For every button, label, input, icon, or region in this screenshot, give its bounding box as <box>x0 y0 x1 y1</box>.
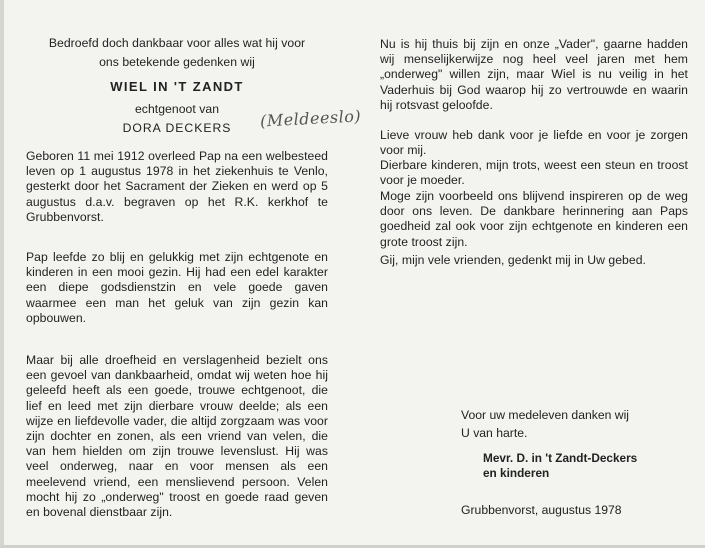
deceased-name: WIEL IN 'T ZANDT <box>110 79 244 94</box>
paragraph-to-wife: Lieve vrouw heb dank voor je liefde en voor je zorgen voor mij. <box>380 128 688 158</box>
paragraph-birth-death: Geboren 11 mei 1912 overleed Pap na een welbesteed leven op 1 augustus 1978 in het ziekenhuis te Venlo, gesterkt door het Sacrament der Zieken en werd op 5 augustus d.a.v. begraven op het R.K. kerkhof te Grubbenvorst. <box>26 149 328 224</box>
thanks-line-2: U van harte. <box>461 426 528 440</box>
spouse-of-label: echtgenoot van <box>134 102 220 116</box>
paragraph-home-with-father: Nu is hij thuis bij zijn en onze „Vader", gaarne hadden wij menselijkerwijze nog heel veel jaren met hem „onderweg" willen zijn, maar Wiel is nu veilig in het Vaderhuis bij God waarop hij zo vertrouwde en waarin hij rotsvast geloofde. <box>380 37 688 112</box>
thanks-block <box>461 406 697 442</box>
thanks-line-1: Voor uw medeleven danken wij <box>461 408 630 422</box>
paragraph-gratitude: Maar bij alle droefheid en verslagenheid bezielt ons een gevoel van dankbaarheid, omdat wij weten hoe hij geleefd heeft als een goede, trouwe echtgenoot, die lief en leed met zijn dierbare vrouw deelde; als een wijze en liefdevolle vader, die altijd zorgzaam was voor zijn dochter en zonen, als een vriend van velen, die van hem hielden om zijn trouwe levenslust. Hij was veel onderweg, naar en voor mensen als een meelevend vriend, een menslievend persoon. Velen mocht hij zo „onderweg" troost en goede raad geven en bovenal dienstbaar zijn. <box>26 353 328 520</box>
family-line-2: en kinderen <box>483 466 550 480</box>
paragraph-to-friends: Gij, mijn vele vrienden, gedenkt mij in Uw gebed. <box>380 253 646 267</box>
paragraph-to-children: Dierbare kinderen, mijn trots, weest een steun en troost voor je moeder. <box>380 158 688 188</box>
family-line-1: Mevr. D. in 't Zandt-Deckers <box>483 451 638 465</box>
header-line-2: ons betekende gedenken wij <box>99 55 255 69</box>
header-line-1: Bedroefd doch dankbaar voor alles wat hij voor <box>48 36 306 50</box>
paragraph-family-life: Pap leefde zo blij en gelukkig met zijn echtgenote en kinderen in een mooi gezin. Hij had een edel karakter een diepe godsdienstzin en vele goede gaven waarmee een man het geluk van zijn gezin kan opbouwen. <box>26 250 328 325</box>
spouse-name: DORA DECKERS <box>122 121 232 135</box>
place-date: Grubbenvorst, augustus 1978 <box>461 503 622 517</box>
handwritten-note: (Meldeeslo) <box>259 106 362 131</box>
paragraph-example: Moge zijn voorbeeld ons blijvend inspireren op de weg door ons leven. De dankbare herinnering aan Paps goedheid zal ook voor zijn echtgenote en kinderen een grote troost zijn. <box>380 189 688 249</box>
family-signature <box>483 451 693 481</box>
